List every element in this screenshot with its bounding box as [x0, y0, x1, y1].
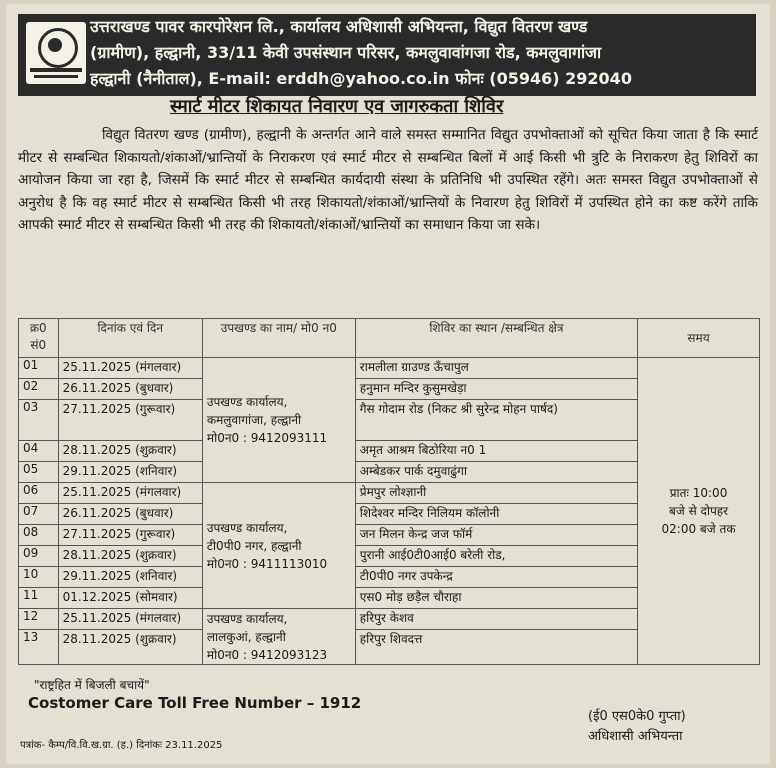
- row-place: टी0पी0 नगर उपकेन्द्र: [355, 567, 637, 588]
- signatory-name: (ई0 एस0के0 गुप्ता): [588, 709, 686, 724]
- subdivision-kamaluaganja: उपखण्ड कार्यालय, कमलुवागांजा, हल्द्वानी मो0न0 : 9412093111: [202, 358, 355, 483]
- row-sn: 04: [19, 441, 59, 462]
- toll-free-number: Costomer Care Toll Free Number – 1912: [28, 694, 362, 712]
- row-sn: 12: [19, 609, 59, 630]
- row-place: हरिपुर शिवदत्त: [355, 630, 637, 665]
- row-sn: 05: [19, 462, 59, 483]
- row-sn: 06: [19, 483, 59, 504]
- header-sn: क्र0 सं0: [19, 319, 59, 358]
- header-time: समय: [638, 319, 760, 358]
- row-place: हरिपुर केशव: [355, 609, 637, 630]
- row-sn: 07: [19, 504, 59, 525]
- row-sn: 01: [19, 358, 59, 379]
- camp-time: प्रातः 10:00 बजे से दोपहर 02:00 बजे तक: [638, 358, 760, 665]
- reference-number: पत्रांक- कैम्प/वि.वि.ख.ग्रा. (ह.) दिनांकः 23.11.2025: [20, 740, 223, 751]
- row-place: अम्बेडकर पार्क दमुवाढुंगा: [355, 462, 637, 483]
- signatory-title: अधिशासी अभियन्ता: [588, 729, 683, 744]
- row-sn: 09: [19, 546, 59, 567]
- header-subdivision: उपखण्ड का नाम/ मो0 न0: [202, 319, 355, 358]
- row-date: 25.11.2025 (मंगलवार): [58, 609, 202, 630]
- row-place: गैस गोदाम रोड (निकट श्री सुरेन्द्र मोहन पार्षद): [355, 400, 637, 441]
- row-date: 28.11.2025 (शुक्रवार): [58, 441, 202, 462]
- row-date: 28.11.2025 (शुक्रवार): [58, 546, 202, 567]
- header-place: शिविर का स्थान /सम्बन्धित क्षेत्र: [355, 319, 637, 358]
- row-date: 27.11.2025 (गुरूवार): [58, 525, 202, 546]
- row-sn: 03: [19, 400, 59, 441]
- row-place: एस0 मोड़ छड़ैल चौराहा: [355, 588, 637, 609]
- table-header-row: [19, 319, 760, 358]
- letterhead-line-2: (ग्रामीण), हल्द्वानी, 33/11 केवी उपसंस्थान परिसर, कमलुवावांगजा रोड, कमलुवागांजा: [90, 43, 602, 62]
- row-sn: 13: [19, 630, 59, 665]
- row-place: जन मिलन केन्द्र जज फॉर्म: [355, 525, 637, 546]
- row-date: 25.11.2025 (मंगलवार): [58, 483, 202, 504]
- row-place: अमृत आश्रम बिठोरिया न0 1: [355, 441, 637, 462]
- row-date: 26.11.2025 (बुधवार): [58, 379, 202, 400]
- row-sn: 11: [19, 588, 59, 609]
- row-place: हनुमान मन्दिर कुसुमखेड़ा: [355, 379, 637, 400]
- letterhead-line-1: उत्तराखण्ड पावर कारपोरेशन लि., कार्यालय अधिशासी अभियन्ता, विद्युत वितरण खण्ड: [90, 17, 588, 36]
- row-date: 01.12.2025 (सोमवार): [58, 588, 202, 609]
- table-row: [19, 358, 760, 379]
- row-date: 27.11.2025 (गुरूवार): [58, 400, 202, 441]
- row-date: 29.11.2025 (शनिवार): [58, 462, 202, 483]
- row-date: 28.11.2025 (शुक्रवार): [58, 630, 202, 665]
- notice-body: विद्युत वितरण खण्ड (ग्रामीण), हल्द्वानी के अन्तर्गत आने वाले समस्त सम्मानित विद्युत उपभोक्ताओं को सूचित किया जाता है कि स्मार्ट मीटर से सम्बन्धित शिकायतो/शंकाओं/भ्रान्तियों के निराकरण एवं स्मार्ट मीटर से सम्बन्धित बिलों में आई किसी भी त्रुटि के निराकरण हेतु शिविरों का आयोजन किया जा रहा है, जिसमें कि स्मार्ट मीटर से सम्बन्धित कार्यदायी संस्था के प्रतिनिधि भी उपस्थित रहेंगे। अतः समस्त विद्युत उपभोक्ताओं से अनुरोध है कि वह स्मार्ट मीटर से सम्बन्धित किसी भी तरह शिकायतो/शंकाओं/भ्रान्तियों के निवारण हेतु शिविरों में उपस्थित होने का कष्ट करेंगे ताकि आपकी स्मार्ट मीटर से सम्बन्धित किसी भी तरह की शिकायतो/शंकाओं/भ्रान्तियों का समाधान किया जा सके।: [18, 127, 758, 233]
- upcl-logo: [26, 22, 86, 84]
- header-date: दिनांक एवं दिन: [58, 319, 202, 358]
- row-sn: 10: [19, 567, 59, 588]
- row-date: 25.11.2025 (मंगलवार): [58, 358, 202, 379]
- letterhead-line-3: हल्द्वानी (नैनीताल), E-mail: erddh@yahoo.co.in फोनः (05946) 292040: [90, 69, 632, 88]
- row-place: रामलीला ग्राउण्ड ऊँचापुल: [355, 358, 637, 379]
- row-place: पुरानी आई0टी0आई0 बरेली रोड,: [355, 546, 637, 567]
- row-sn: 02: [19, 379, 59, 400]
- row-sn: 08: [19, 525, 59, 546]
- letterhead-banner: [18, 14, 756, 96]
- row-date: 29.11.2025 (शनिवार): [58, 567, 202, 588]
- notice-title: स्मार्ट मीटर शिकायत निवारण एव जागरुकता शिविर: [170, 96, 504, 117]
- subdivision-lalkuan: उपखण्ड कार्यालय, लालकुआं, हल्द्वानी मो0न0 : 9412093123: [202, 609, 355, 665]
- slogan: "राष्ट्रहित में बिजली बचायें": [34, 678, 150, 692]
- row-place: प्रेमपुर लोश्ज्ञानी: [355, 483, 637, 504]
- subdivision-tp-nagar: उपखण्ड कार्यालय, टी0पी0 नगर, हल्द्वानी मो0न0 : 9411113010: [202, 483, 355, 609]
- row-date: 26.11.2025 (बुधवार): [58, 504, 202, 525]
- camp-schedule-table: [18, 318, 760, 665]
- row-place: शिदेश्वर मन्दिर निलियम कॉलोनी: [355, 504, 637, 525]
